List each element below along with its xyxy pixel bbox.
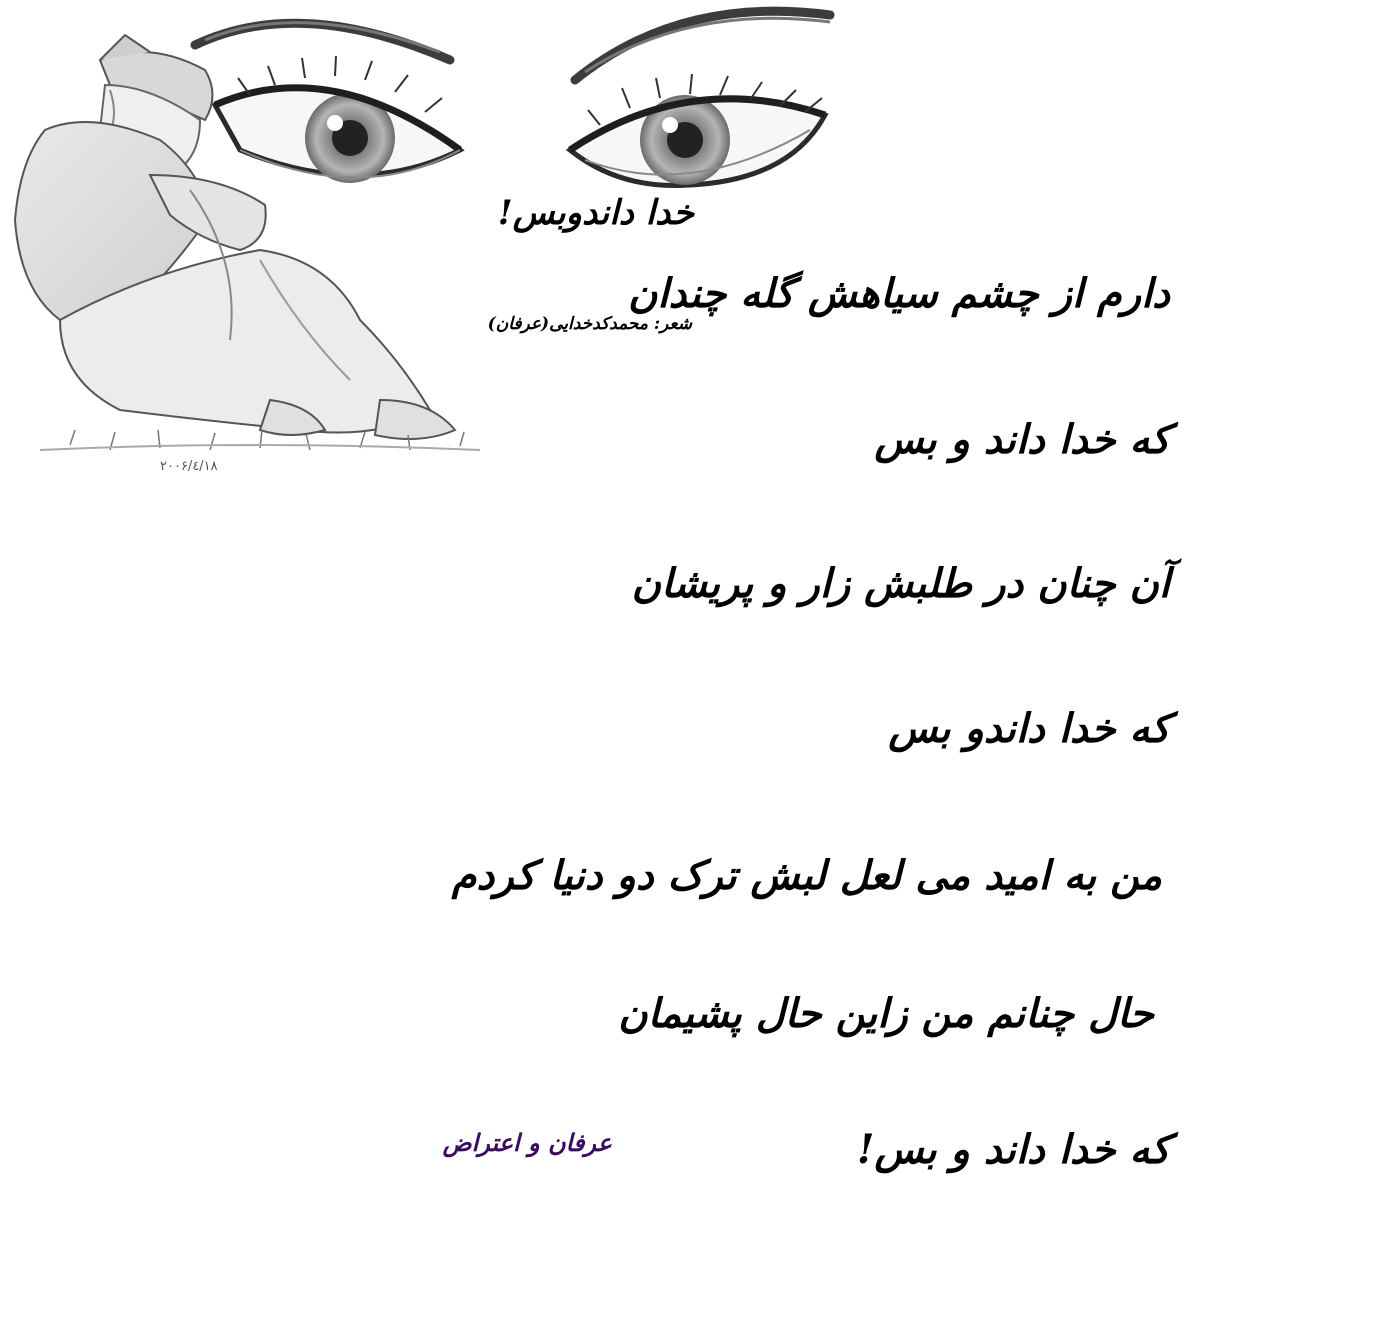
poem-line-6: حال چنانم من زاین حال پشیمان <box>618 990 1154 1037</box>
poem-title: خدا داندوبس! <box>497 193 694 233</box>
poem-line-1: دارم از چشم سیاهش گله چندان <box>628 270 1170 317</box>
poem-line-2: که خدا داند و بس <box>874 416 1170 463</box>
sketch-illustration-icon <box>0 0 840 480</box>
poem-line-5: من به امید می لعل لبش ترک دو دنیا کردم <box>451 852 1162 899</box>
signature: عرفان و اعتراض <box>442 1128 612 1157</box>
sketch-date: ۲۰۰۶/٤/۱۸ <box>160 459 218 474</box>
poem-line-7: که خدا داند و بس! <box>856 1126 1170 1173</box>
poem-line-4: که خدا داندو بس <box>888 705 1170 752</box>
poem-line-3: آن چنان در طلبش زار و پریشان <box>631 560 1170 607</box>
poem-credit: شعر: محمدکدخدایی(عرفان) <box>487 314 692 334</box>
